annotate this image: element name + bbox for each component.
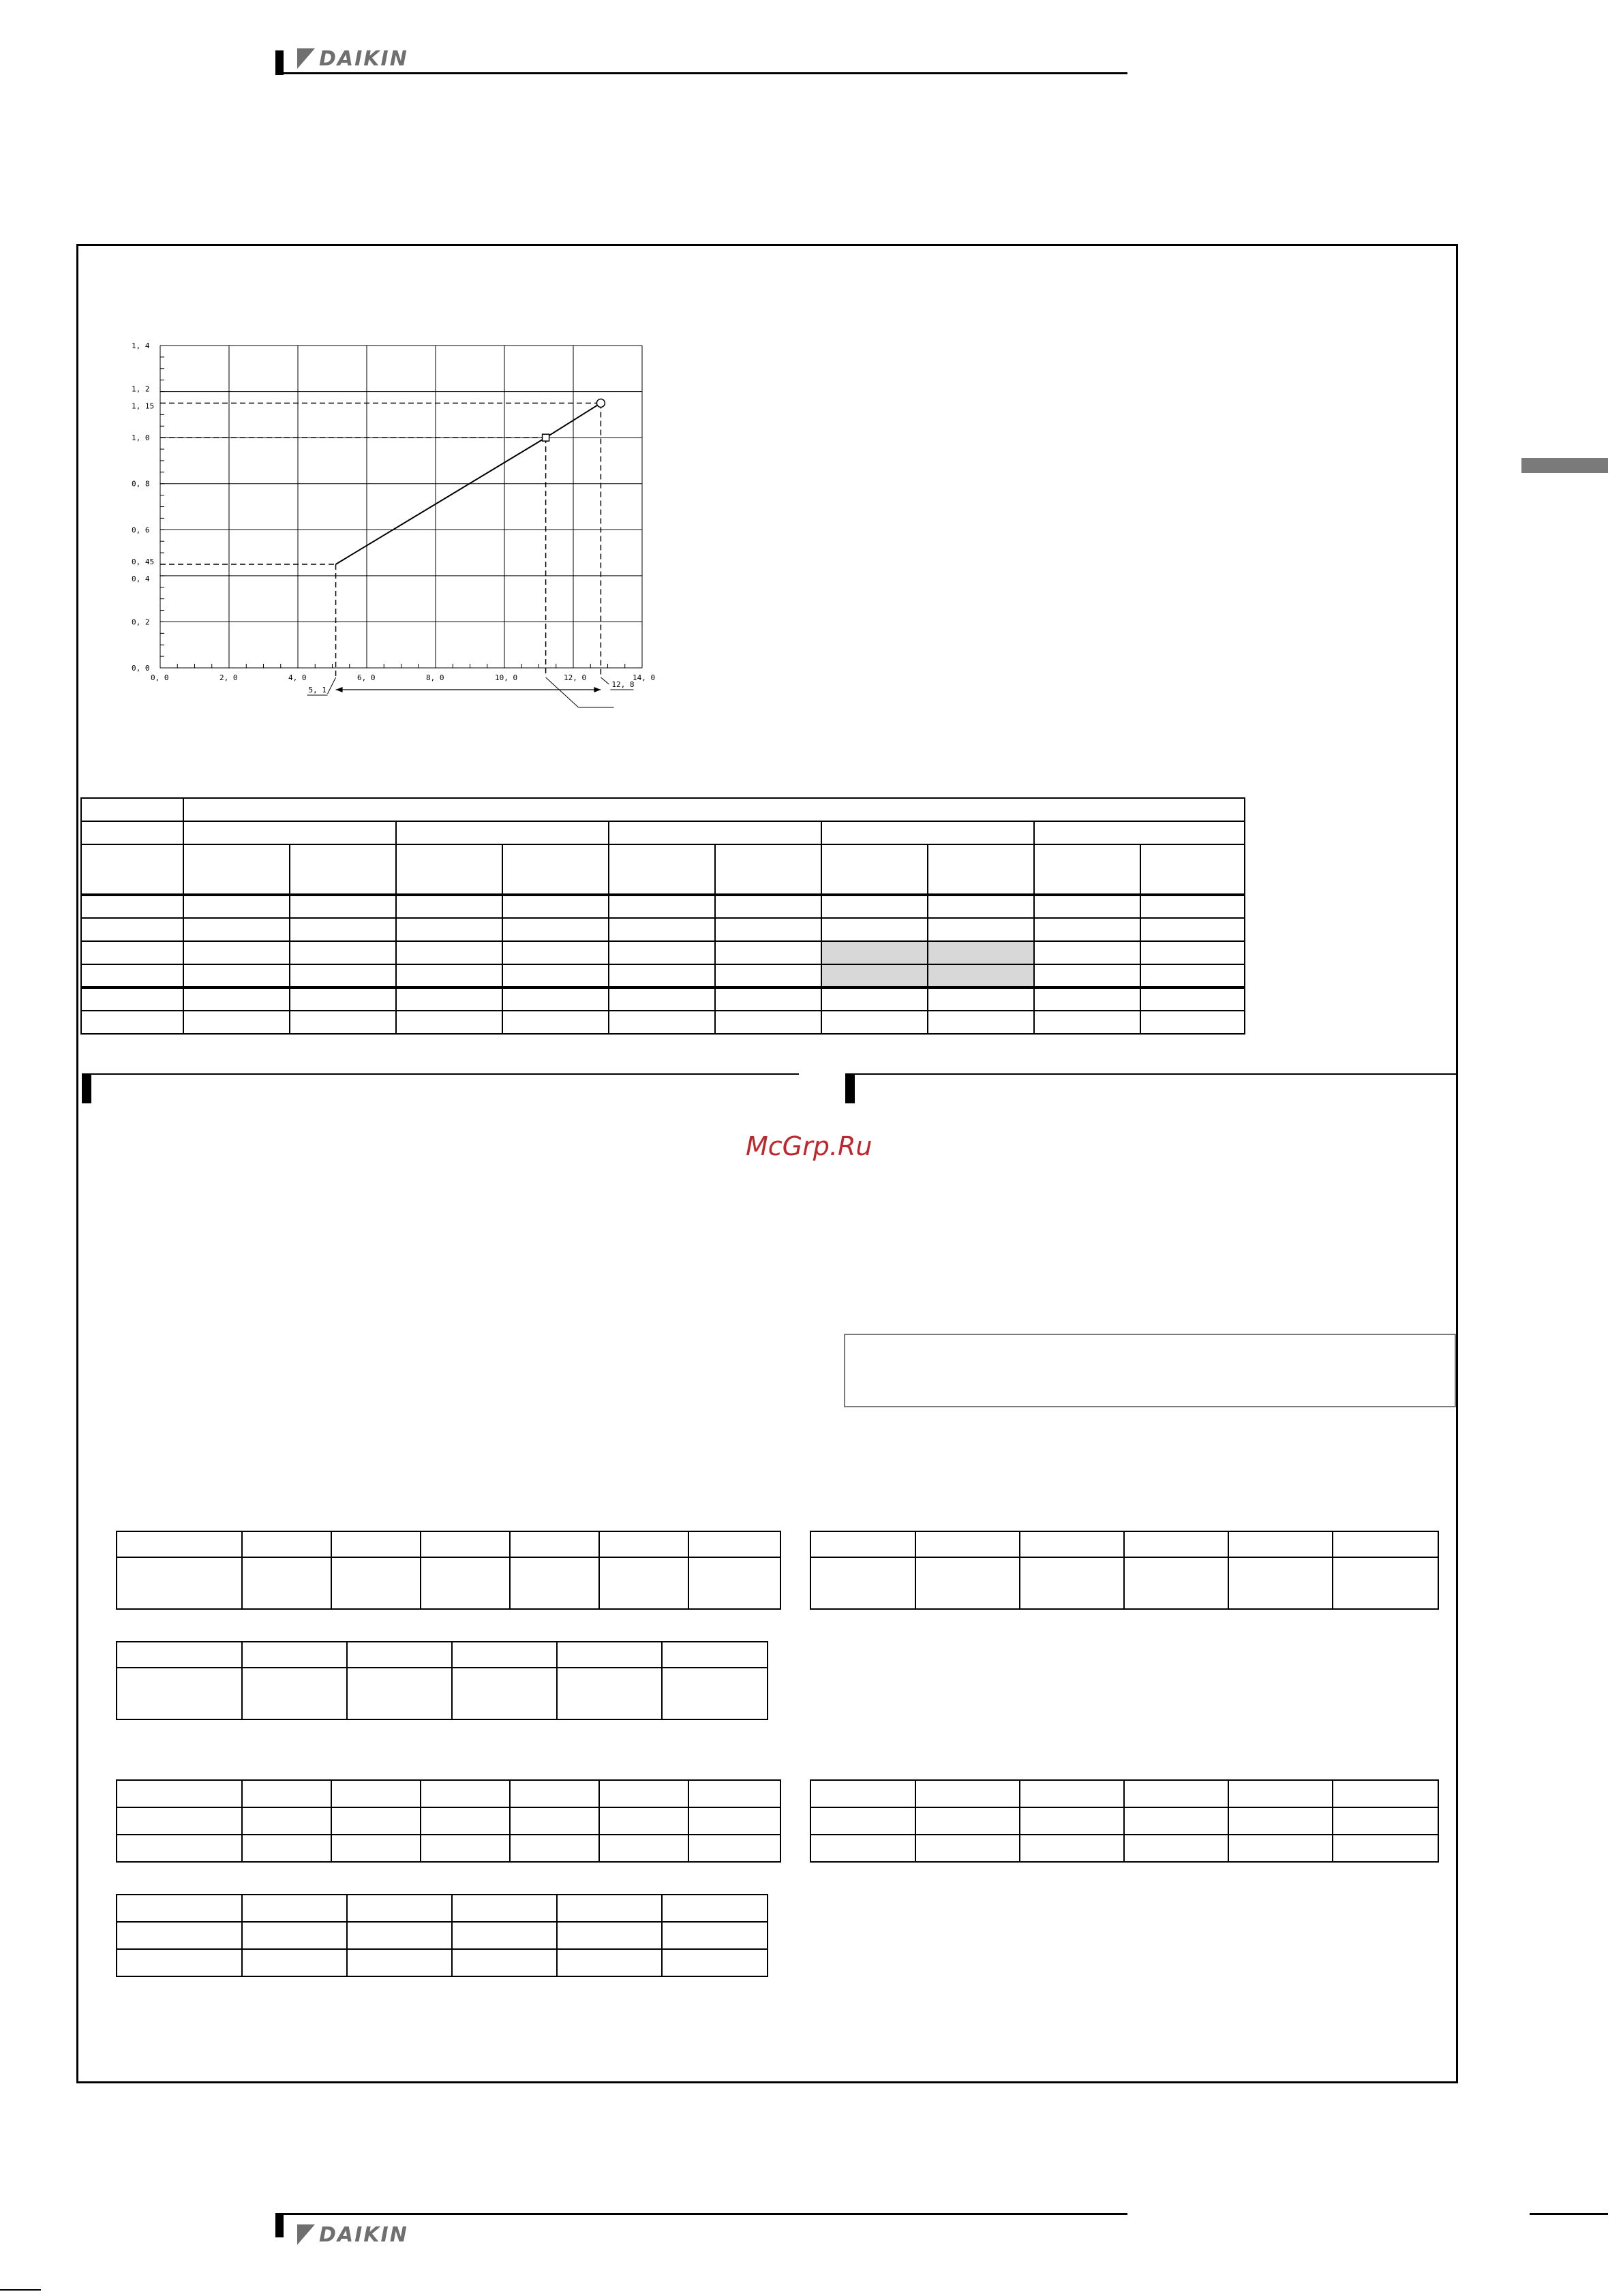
y-tick-label: 1, 2	[132, 384, 150, 394]
table-row	[810, 1835, 1438, 1862]
right-section-rule	[845, 1073, 1457, 1075]
table-cell	[81, 821, 183, 844]
y-tick-label: 1, 4	[132, 341, 150, 350]
table-row	[81, 821, 1245, 844]
annotation-5-1: 5, 1	[308, 686, 327, 694]
left-section-marker	[82, 1073, 91, 1103]
spec-table-6	[810, 1779, 1439, 1863]
spec-table-3	[116, 1779, 781, 1863]
table-row	[117, 1949, 768, 1976]
data-point	[596, 399, 605, 407]
table-row	[81, 964, 1245, 988]
chapter-side-tab	[1521, 458, 1608, 473]
table-row	[810, 1807, 1438, 1835]
x-tick-label: 4, 0	[288, 673, 307, 682]
daikin-logo-mark-icon	[297, 2224, 315, 2245]
left-section-rule	[82, 1073, 799, 1075]
range-arrow-left	[336, 687, 343, 692]
header-accent-bar	[275, 50, 284, 75]
main-data-table	[80, 797, 1245, 1035]
y-tick-label: 0, 0	[132, 664, 150, 673]
table-row	[117, 1557, 780, 1609]
footer-accent-bar	[275, 2213, 284, 2237]
daikin-logo-mark-icon	[297, 48, 315, 69]
x-tick-label: 2, 0	[219, 673, 238, 682]
table-row	[117, 1922, 768, 1949]
table-row	[117, 1895, 768, 1922]
table-row	[81, 844, 1245, 895]
x-tick-label: 0, 0	[151, 673, 169, 682]
footer-rule	[275, 2213, 1127, 2215]
table-row	[117, 1780, 780, 1807]
table-row	[810, 1557, 1438, 1609]
table-row	[117, 1807, 780, 1835]
table-row	[81, 798, 1245, 821]
table-cell	[1034, 821, 1245, 844]
chart-series	[336, 399, 605, 564]
y-tick-label: 1, 15	[132, 401, 155, 411]
table-row	[81, 941, 1245, 964]
line-chart	[130, 327, 675, 709]
footer-brand: DAIKIN	[319, 2222, 408, 2247]
right-section-marker	[845, 1073, 855, 1103]
leader-line	[601, 677, 609, 684]
x-tick-label: 14, 0	[633, 673, 656, 682]
table-row	[81, 1011, 1245, 1034]
table-cell	[396, 821, 609, 844]
range-arrow-right	[594, 687, 601, 692]
y-tick-label: 0, 4	[132, 574, 150, 583]
table-cell	[183, 821, 396, 844]
spec-table-2	[116, 1641, 768, 1720]
y-tick-label: 0, 8	[132, 479, 150, 489]
chart-grid	[160, 346, 642, 668]
table-row	[810, 1780, 1438, 1807]
y-tick-label: 0, 2	[132, 617, 150, 627]
x-tick-label: 8, 0	[426, 673, 444, 682]
table-row	[117, 1531, 780, 1557]
page-number-rule	[1530, 2213, 1608, 2215]
spec-table-5	[810, 1531, 1439, 1610]
table-cell	[81, 798, 183, 821]
note-box	[844, 1334, 1456, 1407]
watermark-text: McGrp.Ru	[746, 1131, 873, 1161]
table-cell	[821, 821, 1034, 844]
y-tick-label: 0, 6	[132, 525, 150, 535]
table-cell	[81, 844, 183, 895]
table-row	[117, 1835, 780, 1862]
spec-table-1	[116, 1531, 781, 1610]
x-tick-label: 12, 0	[564, 673, 587, 682]
footer-daikin-logo	[297, 2221, 408, 2248]
table-cell	[609, 821, 821, 844]
table-row	[81, 988, 1245, 1011]
table-row	[81, 895, 1245, 918]
header-brand: DAIKIN	[319, 46, 408, 71]
x-tick-label: 6, 0	[357, 673, 376, 682]
leader-line	[328, 677, 336, 694]
daikin-logo	[297, 45, 408, 72]
chart-tick-labels	[132, 341, 655, 682]
table-row	[117, 1642, 768, 1668]
header-rule	[275, 72, 1127, 74]
table-row	[810, 1531, 1438, 1557]
bottom-edge-mark	[0, 2289, 41, 2291]
spec-table-4	[116, 1894, 768, 1977]
y-tick-label: 1, 0	[132, 433, 150, 443]
data-point	[543, 434, 549, 441]
table-row	[117, 1668, 768, 1719]
x-tick-label: 10, 0	[495, 673, 518, 682]
table-row	[81, 918, 1245, 941]
table-cell	[183, 798, 1245, 821]
annotation-12-8: 12, 8	[611, 680, 635, 689]
y-tick-label: 0, 45	[132, 557, 155, 566]
